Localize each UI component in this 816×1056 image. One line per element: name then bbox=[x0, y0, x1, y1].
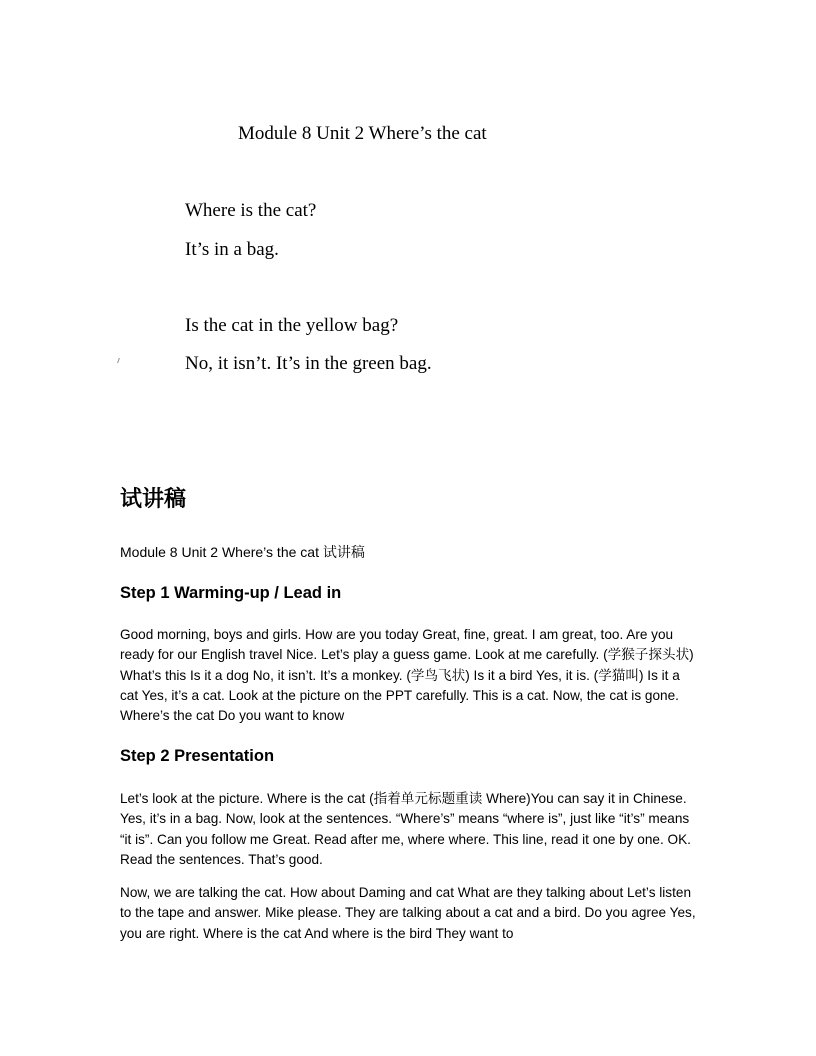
dialogue-line: Is the cat in the yellow bag? bbox=[185, 315, 399, 336]
step-heading: Step 2 Presentation bbox=[120, 747, 275, 765]
step-paragraph: Let’s look at the picture. Where is the cat (指着单元标题重读 Where)You can say it in Chinese. Yes, it’s in a bag. Now, look at the sentences. “Where’s” means “where is”, just like “it’s” means “it is”. Can you follow me Great. Read after me, where where. This line, read it one by one. OK. Read the sentences. That’s good. bbox=[120, 791, 691, 867]
dialogue-line: No, it isn’t. It’s in the green bag. bbox=[185, 353, 432, 374]
stray-mark bbox=[117, 358, 122, 363]
step-paragraph: Good morning, boys and girls. How are you today Great, fine, great. I am great, too. Are you ready for our English travel Nice. Let’s play a guess game. Look at me carefully. (学猴子探头状) What’s this Is it a dog No, it isn’t. It’s a monkey. (学鸟飞状) Is it a bird Yes, it is. (学猫叫) Is it a cat Yes, it’s a cat. Look at the picture on the PPT carefully. This is a cat. Now, the cat is gone. Where’s the cat Do you want to know bbox=[120, 627, 694, 724]
step-heading: Step 1 Warming-up / Lead in bbox=[120, 584, 342, 602]
script-heading: 试讲稿 bbox=[120, 487, 187, 512]
lesson-title: Module 8 Unit 2 Where’s the cat bbox=[238, 123, 487, 144]
script-subtitle: Module 8 Unit 2 Where’s the cat 试讲稿 bbox=[120, 544, 365, 560]
dialogue-line: It’s in a bag. bbox=[185, 239, 279, 260]
dialogue-line: Where is the cat? bbox=[185, 200, 317, 221]
step-paragraph: Now, we are talking the cat. How about Daming and cat What are they talking about Let’s listen to the tape and answer. Mike please. They are talking about a cat and a bird. Do you agree Yes, you are right. Where is the cat And where is the bird They want to bbox=[120, 885, 696, 941]
